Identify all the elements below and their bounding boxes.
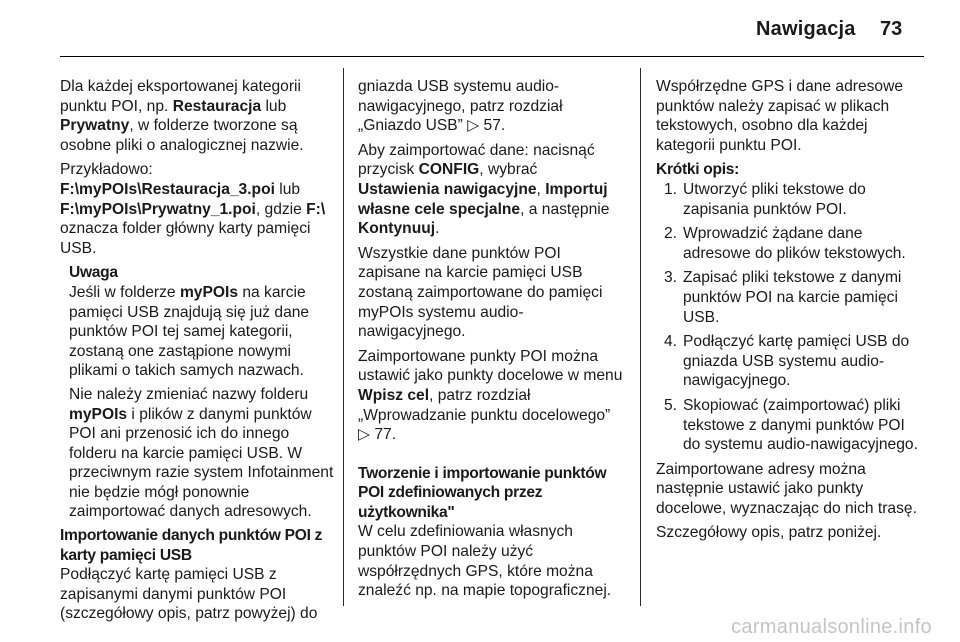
list-item: [656, 396, 926, 455]
file-path: F:\: [306, 200, 326, 218]
step-number: 5.: [663, 396, 677, 414]
step-number: 2.: [663, 225, 677, 243]
step-number: 4.: [663, 333, 677, 351]
page-reference[interactable]: 77.: [374, 426, 397, 444]
step-text: Utworzyć pliki tekstowe do zapisania punktów POI.: [683, 180, 866, 218]
text: , wybrać: [479, 161, 538, 179]
paragraph: Podłączyć kartę pamięci USB z zapisanymi danymi punktów POI (szczegółowy opis, patrz powyżej) do: [60, 566, 318, 623]
text: , patrz rozdział „Wprowadzanie punktu docelowego”: [358, 386, 611, 424]
column-divider-2: [640, 68, 641, 606]
step-text: Zapisać pliki tekstowe z danymi punktów POI na karcie pamięci USB.: [683, 269, 902, 326]
column-divider-1: [343, 68, 344, 606]
text: Jeśli w folderze: [69, 283, 180, 301]
file-path: F:\myPOIs\Restauracja_3.poi: [60, 180, 275, 198]
ui-term: Wpisz cel: [358, 386, 430, 404]
text: lub: [261, 97, 287, 115]
step-text: Podłączyć kartę pamięci USB do gniazda USB systemu audio-nawigacyjnego.: [683, 333, 910, 390]
column-2: [358, 77, 626, 606]
section-heading: Importowanie danych punktów POI z karty pamięci USB: [60, 527, 323, 564]
list-item: [656, 332, 926, 391]
ui-term: Importuj własne cele specjalne: [358, 180, 608, 218]
paragraph: [69, 283, 335, 381]
text: , w folderze tworzone są osobne pliki o analogicznej nazwie.: [60, 117, 304, 154]
page-reference-arrow-icon: ▷: [358, 426, 370, 444]
ui-term: Kontynuuj: [358, 220, 436, 238]
paragraph: [60, 77, 335, 155]
text: oznacza folder główny karty pamięci USB.: [60, 220, 311, 257]
text: lub: [274, 180, 301, 198]
text: Nie należy zmieniać nazwy folderu: [69, 385, 309, 403]
text: Dla każdej eksportowanej kategorii punktu POI, np.: [60, 78, 301, 115]
step-number: 3.: [663, 269, 677, 287]
text: Przykładowo:: [60, 161, 153, 179]
page-section-title: Nawigacja: [756, 18, 856, 40]
steps-list: [656, 180, 926, 455]
ui-term: Prywatny: [60, 117, 130, 135]
ui-term: Restauracja: [172, 97, 262, 115]
text: i plików z danymi punktów POI ani przenosić ich do innego folderu na karcie pamięci USB. W przeciwnym razie system Infotainment nie będzie mógł ponownie zaimportować danych adresowych.: [69, 405, 334, 521]
step-number: 1.: [663, 180, 677, 198]
page-reference[interactable]: 57.: [483, 117, 506, 135]
paragraph: [358, 141, 626, 239]
page-number: 73: [880, 18, 903, 40]
column-1: [60, 77, 335, 629]
paragraph: [358, 347, 626, 445]
text: , gdzie: [255, 200, 307, 218]
text: Aby zaimportować dane: nacisnąć przycisk: [358, 141, 595, 179]
watermark: carmanualsonline.info: [731, 616, 932, 638]
page-reference-arrow-icon: ▷: [467, 117, 480, 135]
paragraph: Współrzędne GPS i dane adresowe punktów należy zapisać w plikach tekstowych, osobno dla każdej kategorii punktu POI.: [656, 78, 904, 154]
step-text: Wprowadzić żądane dane adresowe do plików tekstowych.: [683, 225, 906, 262]
list-item: [656, 268, 926, 327]
text: na karcie pamięci USB znajdują się już dane punktów POI tej samej kategorii, zostaną one zastąpione nowymi plikami o takich samych nazwach.: [69, 283, 310, 380]
ui-term: CONFIG: [418, 161, 480, 179]
folder-name: myPOIs: [179, 283, 239, 301]
text: ,: [536, 180, 546, 198]
list-item: [656, 180, 926, 219]
paragraph: Szczegółowy opis, patrz poniżej.: [656, 524, 882, 542]
folder-name: myPOIs: [69, 405, 128, 423]
ui-term: Ustawienia nawigacyjne: [358, 180, 537, 198]
column-3: [656, 77, 926, 548]
paragraph: Wszystkie dane punktów POI zapisane na karcie pamięci USB zostaną zaimportowane do pamięci myPOIs systemu audio-nawigacyjnego.: [358, 244, 603, 341]
paragraph: W celu zdefiniowania własnych punktów POI należy użyć współrzędnych GPS, które można znaleźć np. na mapie topograficznej.: [358, 523, 612, 600]
section-heading: Krótki opis:: [656, 161, 740, 179]
note-title: Uwaga: [69, 264, 118, 282]
text: gniazda USB systemu audio-nawigacyjnego, patrz rozdział „Gniazdo USB”: [358, 78, 563, 135]
header-rule: [60, 56, 924, 57]
text: , a następnie: [520, 200, 610, 218]
text: .: [435, 220, 440, 238]
text: Zaimportowane punkty POI można ustawić jako punkty docelowe w menu: [358, 347, 623, 385]
paragraph: [60, 160, 335, 258]
section-heading: Tworzenie i importowanie punktów POI zdefiniowanych przez użytkownika": [358, 464, 607, 521]
file-path: F:\myPOIs\Prywatny_1.poi: [60, 200, 256, 218]
list-item: [656, 224, 926, 263]
paragraph: [69, 385, 335, 522]
paragraph: Zaimportowane adresy można następnie ustawić jako punkty docelowe, wyznaczając do nich trasę.: [656, 460, 917, 517]
step-text: Skopiować (zaimportować) pliki tekstowe z danymi punktów POI do systemu audio-nawigacyjnego.: [683, 396, 918, 454]
paragraph: [358, 77, 626, 136]
note-box: [69, 263, 335, 522]
